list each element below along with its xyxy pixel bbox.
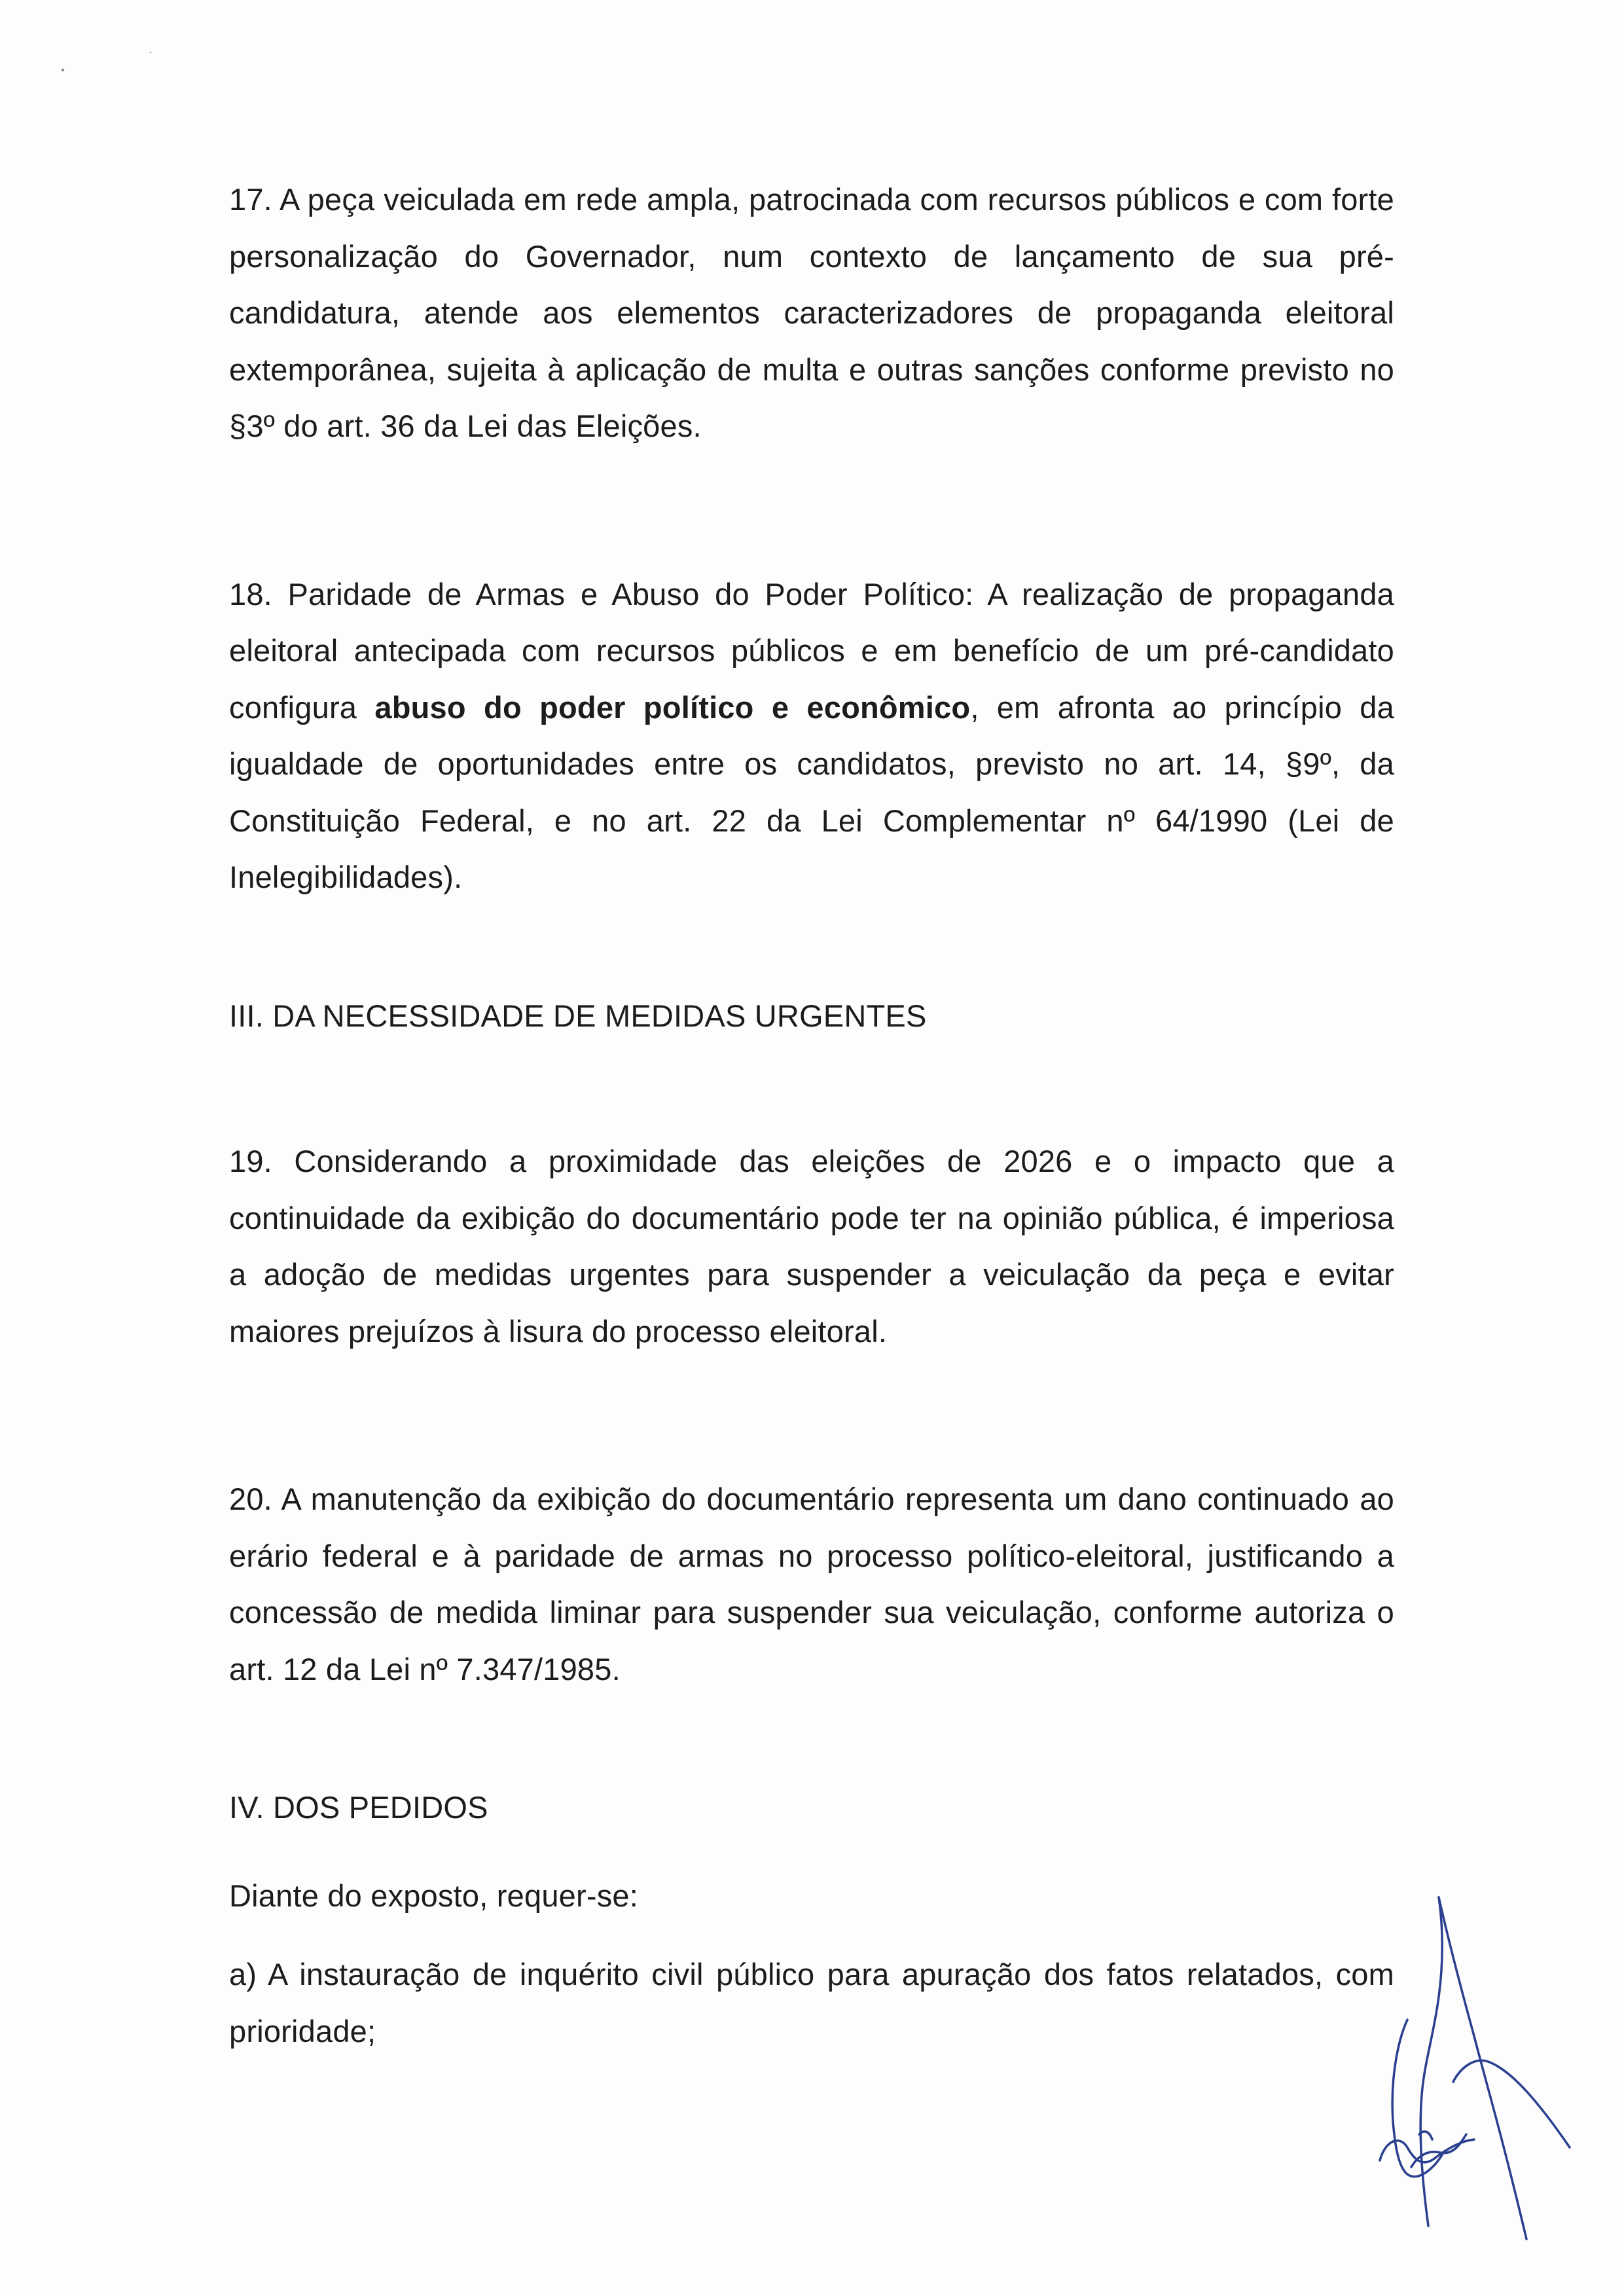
paragraph-19: 19. Considerando a proximidade das eleições de 2026 e o impacto que a continuidade da exibição do documentário pode ter na opinião pública, é imperiosa a adoção de medidas urgentes para suspender a veiculação da peça e evitar maiores prejuízos à lisura do processo eleitoral.	[229, 1144, 1394, 1349]
request-item-a: a) A instauração de inquérito civil público para apuração dos fatos relatados, com prioridade;	[229, 1957, 1394, 2049]
scan-specks	[52, 39, 183, 79]
paragraph-18-text-end: , em afronta ao princípio da igualdade de oportunidades entre os candidatos, previsto no art. 14, §9º, da Constituição Federal, e no art. 22 da Lei Complementar nº 64/1990 (Lei de Inelegibilidades).	[229, 689, 1394, 894]
paragraph-20: 20. A manutenção da exibição do documentário representa um dano continuado ao erário federal e à paridade de armas no processo político-eleitoral, justificando a concessão de medida liminar para suspender sua veiculação, conforme autoriza o art. 12 da Lei nº 7.347/1985.	[229, 1482, 1394, 1686]
paragraph-17: 17. A peça veiculada em rede ampla, patrocinada com recursos públicos e com forte personalização do Governador, num contexto de lançamento de sua pré-candidatura, atende aos elementos caracterizadores de propaganda eleitoral extemporânea, sujeita à aplicação de multa e outras sanções conforme previsto no §3º do art. 36 da Lei das Eleições.	[229, 182, 1394, 443]
requests-intro: Diante do exposto, requer-se:	[229, 1878, 638, 1913]
paragraph-18-text-start: 18. Paridade de Armas e Abuso do Poder Político: A realização de propaganda eleitoral antecipada com recursos públicos e em benefício de um pré-candidato configura	[229, 576, 1394, 725]
handwritten-signature	[1362, 1886, 1584, 2252]
paragraph-18	[229, 566, 1394, 906]
section-heading-iv: IV. DOS PEDIDOS	[229, 1790, 488, 1825]
document-body	[229, 172, 1394, 2060]
paragraph-18-emphasis: abuso do poder político e econômico	[374, 689, 971, 725]
section-heading-iii: III. DA NECESSIDADE DE MEDIDAS URGENTES	[229, 998, 927, 1033]
